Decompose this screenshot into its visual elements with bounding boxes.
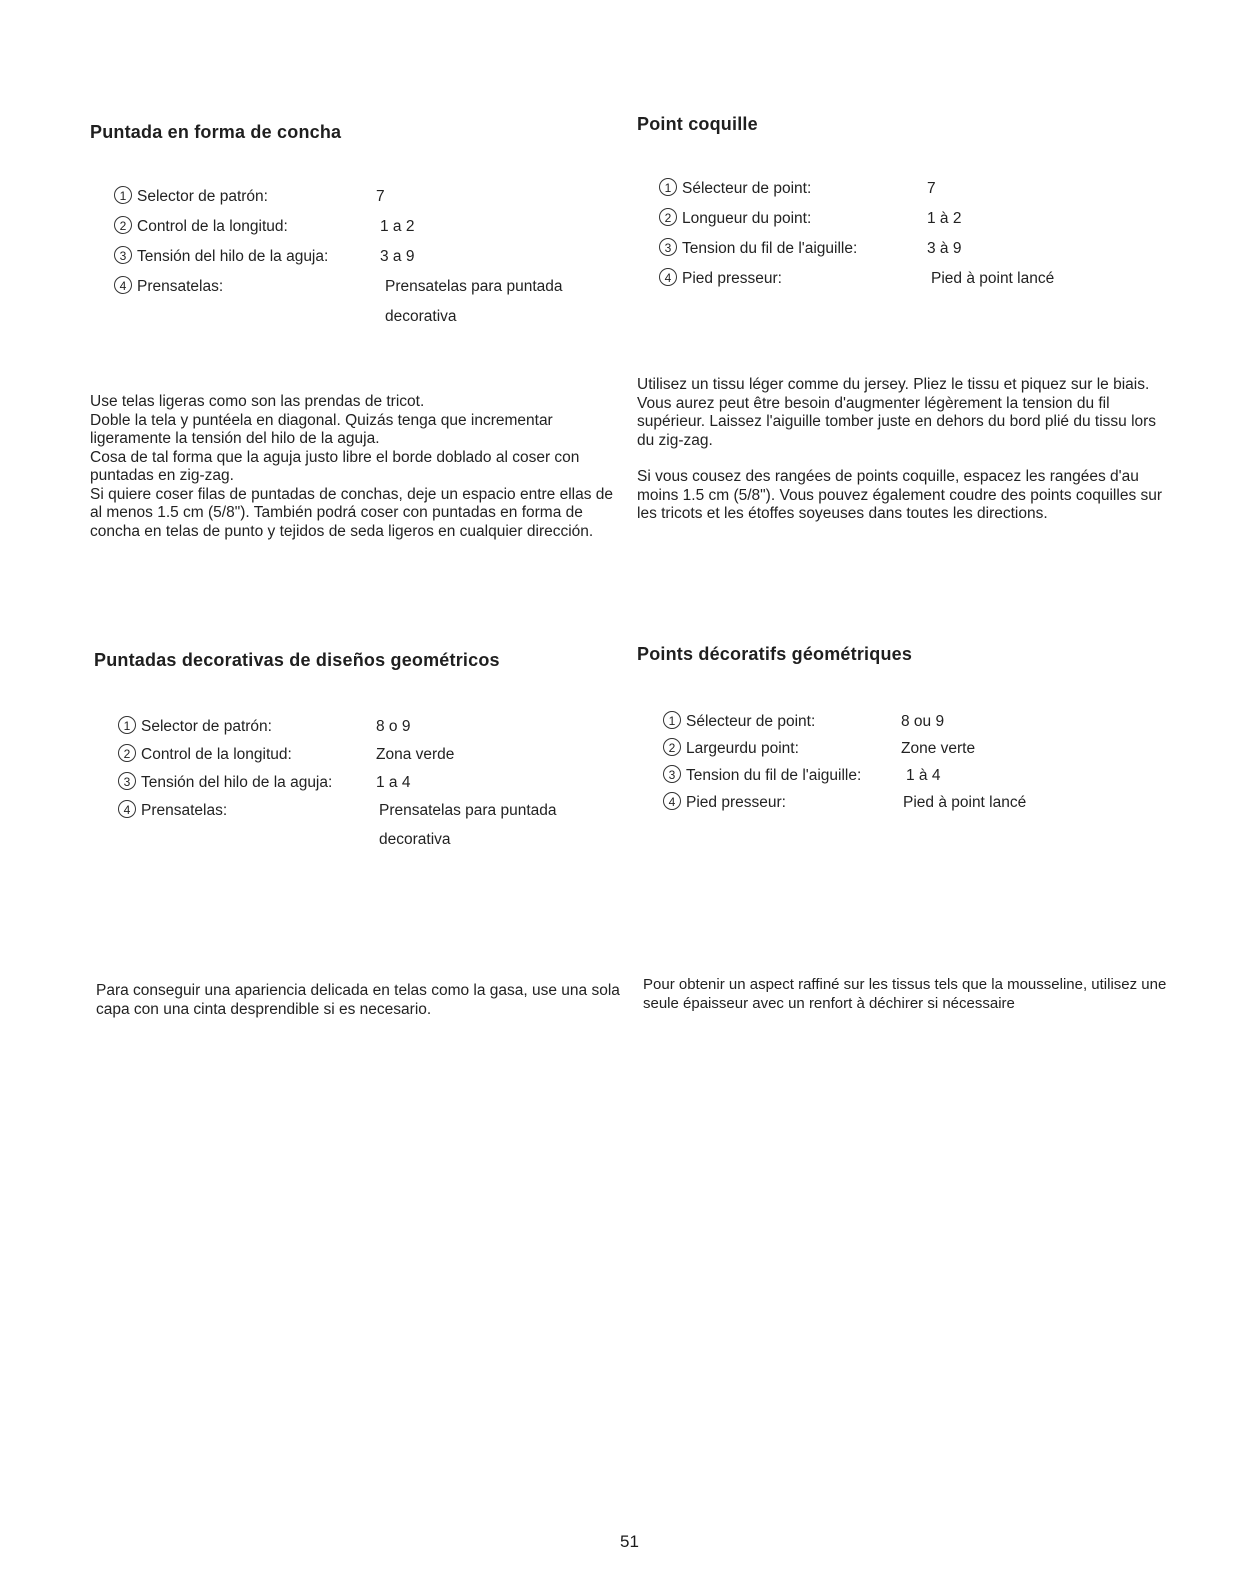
- spec-label: Tensión del hilo de la aguja:: [141, 774, 333, 791]
- spec-label: Tension du fil de l'aiguille:: [682, 240, 858, 257]
- paragraph: Si quiere coser filas de puntadas de conchas, deje un espacio entre ellas de al menos 1.5 cm (5/8"). También podrá coser con puntadas en forma de concha en telas de punto y tejidos de seda ligeros en cualquier dirección.: [90, 485, 614, 540]
- circled-number: 3: [659, 238, 677, 256]
- spec-list: [663, 707, 1163, 815]
- spec-list: [659, 174, 1159, 294]
- circled-number: 2: [118, 744, 136, 762]
- circled-number: 4: [663, 792, 681, 810]
- circled-number: 1: [663, 711, 681, 729]
- spec-row: [114, 212, 614, 242]
- spec-row: [114, 182, 614, 212]
- spec-list: [118, 712, 618, 848]
- circled-number: 4: [114, 276, 132, 294]
- spec-label: Longueur du point:: [682, 210, 812, 227]
- paragraph: Para conseguir una apariencia delicada en telas como la gasa, use una sola capa con una cinta desprendible si es necesario.: [96, 982, 620, 1018]
- circled-number: 4: [659, 268, 677, 286]
- spec-value: Zone verte: [901, 740, 976, 757]
- spec-label: Sélecteur de point:: [686, 713, 816, 730]
- circled-number: 3: [663, 765, 681, 783]
- paragraph: Doble la tela y puntéela en diagonal. Quizás tenga que incrementar ligeramente la tensión del hilo de la aguja.: [90, 411, 553, 447]
- section-title: Point coquille: [637, 114, 758, 134]
- section-title: Points décoratifs géométriques: [637, 644, 913, 664]
- spec-row: [663, 788, 1163, 815]
- spec-row: [663, 761, 1163, 788]
- spec-value: 1 a 2: [380, 218, 415, 235]
- spec-label: Pied presseur:: [682, 270, 782, 287]
- circled-number: 2: [114, 216, 132, 234]
- spec-row: [659, 174, 1159, 204]
- spec-list: [114, 182, 614, 325]
- paragraph: Pour obtenir un aspect raffiné sur les tissus tels que la mousseline, utilisez une seule épaisseur avec un renfort à déchirer si nécessaire: [643, 976, 1167, 1012]
- spec-label: Selector de patrón:: [141, 718, 272, 735]
- circled-number: 4: [118, 800, 136, 818]
- circled-number: 1: [114, 186, 132, 204]
- paragraph: Utilisez un tissu léger comme du jersey. Pliez le tissu et piquez sur le biais. Vous aurez peut être besoin d'augmenter légèrement la tension du fil supérieur. Laissez l'aiguille tomber juste en dehors du bord plié du tissu lors du zig-zag.: [637, 376, 1157, 449]
- spec-value: Pied à point lancé: [903, 794, 1027, 811]
- page-number: 51: [620, 1532, 639, 1551]
- spec-label: Pied presseur:: [686, 794, 786, 811]
- paragraph: Cosa de tal forma que la aguja justo libre el borde doblado al coser con puntadas en zig-zag.: [90, 448, 580, 484]
- body-text: [96, 982, 621, 1019]
- spec-row: [659, 204, 1159, 234]
- spec-row: [118, 712, 618, 740]
- spec-value: 3 a 9: [380, 248, 415, 265]
- circled-number: 1: [118, 716, 136, 734]
- spec-value: 8 o 9: [376, 718, 411, 735]
- spec-value: 1 à 2: [927, 210, 962, 227]
- spec-label: Prensatelas:: [137, 278, 224, 295]
- section-title: Puntada en forma de concha: [90, 122, 342, 142]
- spec-label: Prensatelas:: [141, 802, 228, 819]
- paragraph: Si vous cousez des rangées de points coquille, espacez les rangées d'au moins 1.5 cm (5/8"). Vous pouvez également coudre des points coquilles sur les tricots et les étoffes soyeuses dans toutes les directions.: [637, 468, 1163, 522]
- spec-label: Tensión del hilo de la aguja:: [137, 248, 329, 265]
- spec-value: Pied à point lancé: [931, 270, 1055, 287]
- spec-label: Selector de patrón:: [137, 188, 268, 205]
- spec-value: Prensatelas para puntada decorativa: [379, 802, 557, 848]
- spec-label: Control de la longitud:: [137, 218, 288, 235]
- spec-row: [114, 242, 614, 272]
- body-text: [90, 393, 615, 541]
- spec-value: 1 à 4: [906, 767, 941, 784]
- circled-number: 3: [114, 246, 132, 264]
- spec-row: [659, 264, 1159, 294]
- spec-row: [663, 707, 1163, 734]
- spec-label: Tension du fil de l'aiguille:: [686, 767, 862, 784]
- spec-value: 1 a 4: [376, 774, 411, 791]
- spec-value: Prensatelas para puntada decorativa: [385, 278, 563, 325]
- spec-label: Sélecteur de point:: [682, 180, 812, 197]
- spec-value: 8 ou 9: [901, 713, 945, 730]
- spec-row: [118, 768, 618, 796]
- paragraph: Use telas ligeras como son las prendas de tricot.: [90, 393, 425, 410]
- circled-number: 2: [663, 738, 681, 756]
- spec-row: [118, 740, 618, 768]
- body-text: [643, 976, 1171, 1013]
- circled-number: 1: [659, 178, 677, 196]
- circled-number: 2: [659, 208, 677, 226]
- spec-row: [114, 272, 614, 325]
- body-text: [637, 376, 1165, 524]
- spec-value: 3 à 9: [927, 240, 962, 257]
- spec-value: 7: [376, 188, 385, 205]
- section-title: Puntadas decorativas de diseños geométricos: [94, 650, 500, 670]
- spec-label: Control de la longitud:: [141, 746, 292, 763]
- spec-value: Zona verde: [376, 746, 455, 763]
- spec-row: [659, 234, 1159, 264]
- spec-row: [118, 796, 618, 848]
- circled-number: 3: [118, 772, 136, 790]
- spec-row: [663, 734, 1163, 761]
- spec-value: 7: [927, 180, 936, 197]
- spec-label: Largeurdu point:: [686, 740, 799, 757]
